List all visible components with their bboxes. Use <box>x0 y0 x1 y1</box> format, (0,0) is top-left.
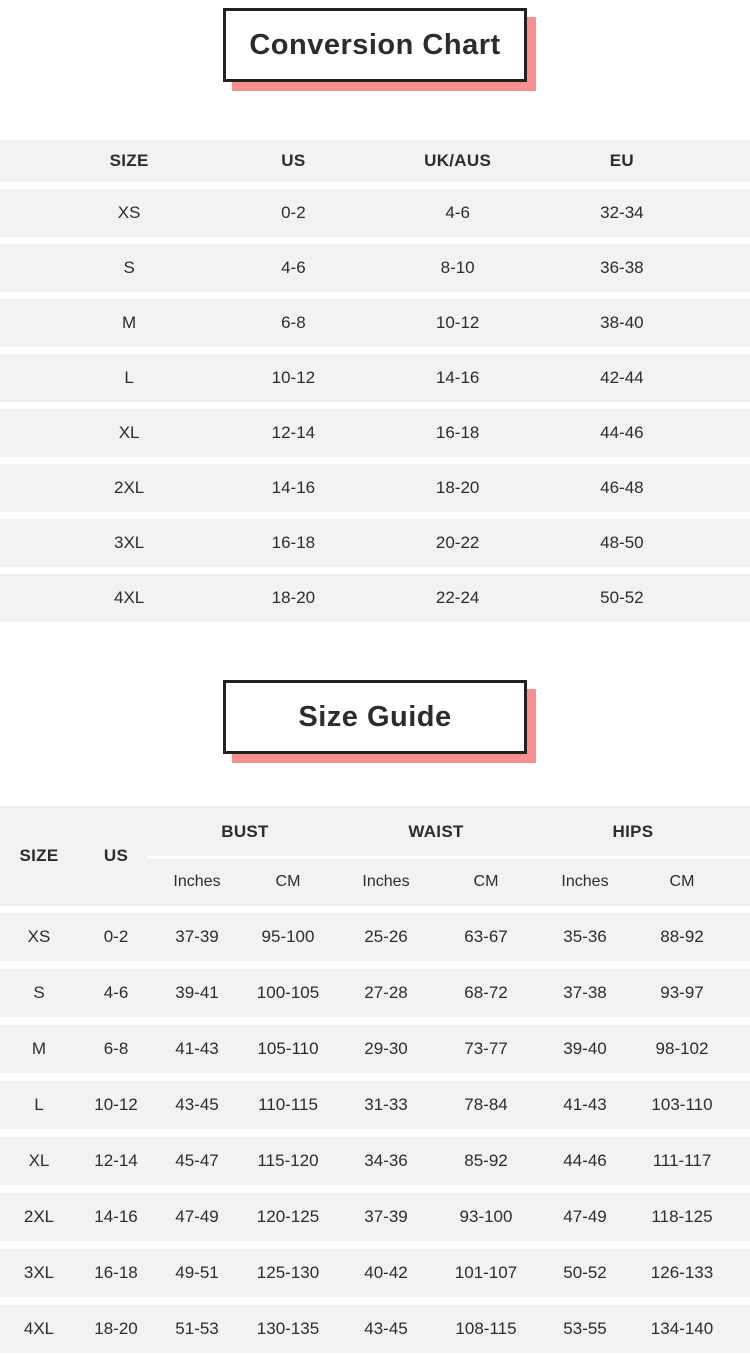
conversion-chart-row <box>0 354 750 402</box>
conversion-cell-ukaus: 20-22 <box>435 533 480 552</box>
size-guide-row <box>0 1193 750 1241</box>
header-cell-size: SIZE <box>109 151 149 170</box>
size-guide-row <box>0 1249 750 1297</box>
conversion-cell-size: 4XL <box>114 588 145 607</box>
header-separator-line <box>148 856 750 859</box>
conversion-cell-us: 12-14 <box>271 423 316 442</box>
conversion-cell-size: L <box>124 368 134 387</box>
conversion-chart-row <box>0 409 750 457</box>
size-guide-cell-bust-inches: 37-39 <box>175 927 219 946</box>
size-guide-header <box>0 806 750 906</box>
size-guide-cell-hips-inches: 39-40 <box>563 1039 607 1058</box>
size-guide-row <box>0 1025 750 1073</box>
header-cell-us: US <box>281 151 306 170</box>
group-header-waist: WAIST <box>408 822 464 841</box>
conversion-cell-us: 18-20 <box>271 588 316 607</box>
size-guide-cell-waist-cm: 78-84 <box>464 1095 508 1114</box>
size-guide-cell-us: 14-16 <box>94 1207 138 1226</box>
size-guide-cell-hips-cm: 98-102 <box>655 1039 709 1058</box>
size-guide-cell-waist-cm: 68-72 <box>464 983 508 1002</box>
size-guide-table <box>0 806 750 1353</box>
size-guide-cell-size: S <box>33 983 45 1002</box>
conversion-chart-body <box>0 189 750 622</box>
size-guide-cell-bust-cm: 105-110 <box>257 1039 319 1058</box>
conversion-chart-title-wrap <box>0 8 750 82</box>
conversion-chart-section <box>0 8 750 622</box>
conversion-cell-size: XS <box>117 203 141 222</box>
size-guide-cell-bust-cm: 130-135 <box>256 1319 320 1338</box>
size-guide-cell-bust-cm: 125-130 <box>256 1263 320 1282</box>
size-guide-cell-bust-inches: 41-43 <box>175 1039 219 1058</box>
size-guide-cell-waist-cm: 93-100 <box>459 1207 513 1226</box>
size-guide-cell-waist-inches: 29-30 <box>364 1039 408 1058</box>
conversion-cell-eu: 32-34 <box>600 203 644 222</box>
subheader-waist-inches: Inches <box>362 873 410 890</box>
size-guide-row <box>0 913 750 961</box>
conversion-cell-us: 14-16 <box>271 478 316 497</box>
size-guide-cell-hips-inches: 37-38 <box>563 983 607 1002</box>
size-guide-title-text: Size Guide <box>298 700 452 733</box>
size-guide-cell-waist-cm: 101-107 <box>454 1263 518 1282</box>
conversion-cell-size: M <box>122 313 137 332</box>
conversion-cell-size: 2XL <box>114 478 145 497</box>
size-guide-cell-hips-cm: 88-92 <box>660 927 704 946</box>
size-guide-cell-waist-inches: 37-39 <box>364 1207 408 1226</box>
size-guide-cell-waist-inches: 43-45 <box>364 1319 408 1338</box>
conversion-cell-ukaus: 18-20 <box>435 478 480 497</box>
conversion-chart-row <box>0 244 750 292</box>
size-guide-cell-hips-inches: 47-49 <box>563 1207 607 1226</box>
subheader-waist-cm: CM <box>473 873 499 890</box>
size-guide-cell-hips-cm: 126-133 <box>650 1263 714 1282</box>
size-guide-cell-us: 16-18 <box>94 1263 138 1282</box>
size-guide-cell-hips-inches: 50-52 <box>563 1263 607 1282</box>
size-guide-cell-bust-cm: 120-125 <box>256 1207 320 1226</box>
size-guide-cell-waist-cm: 63-67 <box>464 927 508 946</box>
size-guide-cell-hips-cm: 103-110 <box>651 1095 713 1114</box>
size-guide-cell-us: 18-20 <box>94 1319 138 1338</box>
conversion-cell-eu: 44-46 <box>600 423 644 442</box>
size-guide-cell-hips-inches: 44-46 <box>563 1151 607 1170</box>
conversion-cell-ukaus: 22-24 <box>435 588 480 607</box>
conversion-cell-ukaus: 16-18 <box>435 423 480 442</box>
size-guide-cell-us: 4-6 <box>103 983 129 1002</box>
header-cell-us: US <box>103 846 129 865</box>
size-guide-cell-hips-cm: 111-117 <box>652 1151 712 1170</box>
size-guide-cell-size: 3XL <box>23 1263 55 1282</box>
conversion-cell-us: 16-18 <box>271 533 316 552</box>
header-cell-size: SIZE <box>19 846 59 865</box>
size-guide-cell-hips-inches: 53-55 <box>563 1319 607 1338</box>
size-guide-cell-bust-inches: 45-47 <box>175 1151 219 1170</box>
header-cell-eu: EU <box>609 151 634 170</box>
conversion-cell-us: 10-12 <box>271 368 316 387</box>
conversion-cell-size: S <box>123 258 135 277</box>
size-guide-cell-us: 0-2 <box>103 927 129 946</box>
conversion-cell-eu: 36-38 <box>600 258 644 277</box>
conversion-cell-size: 3XL <box>114 533 145 552</box>
conversion-cell-eu: 46-48 <box>600 478 644 497</box>
size-guide-cell-bust-cm: 110-115 <box>258 1095 318 1114</box>
size-guide-cell-hips-inches: 35-36 <box>563 927 607 946</box>
size-guide-cell-bust-inches: 51-53 <box>175 1319 219 1338</box>
size-guide-cell-waist-inches: 40-42 <box>364 1263 408 1282</box>
size-guide-cell-waist-cm: 73-77 <box>464 1039 508 1058</box>
size-guide-cell-bust-inches: 47-49 <box>175 1207 219 1226</box>
size-guide-row <box>0 1137 750 1185</box>
conversion-cell-ukaus: 8-10 <box>440 258 475 277</box>
conversion-cell-ukaus: 10-12 <box>435 313 480 332</box>
subheader-bust-inches: Inches <box>173 873 221 890</box>
size-guide-cell-bust-inches: 43-45 <box>175 1095 219 1114</box>
conversion-cell-size: XL <box>118 423 140 442</box>
size-guide-cell-waist-cm: 108-115 <box>455 1319 517 1338</box>
size-guide-title-box <box>223 680 527 754</box>
conversion-chart-header-row <box>0 140 750 182</box>
conversion-cell-us: 6-8 <box>281 313 306 332</box>
conversion-cell-ukaus: 4-6 <box>445 203 470 222</box>
size-guide-cell-bust-cm: 115-120 <box>257 1151 319 1170</box>
conversion-chart-title-text: Conversion Chart <box>249 28 501 61</box>
size-guide-row <box>0 1081 750 1129</box>
group-header-bust: BUST <box>221 822 269 841</box>
subheader-hips-cm: CM <box>669 873 695 890</box>
size-guide-cell-hips-cm: 93-97 <box>660 983 704 1002</box>
conversion-cell-ukaus: 14-16 <box>435 368 480 387</box>
size-guide-cell-waist-inches: 25-26 <box>364 927 408 946</box>
size-guide-title-wrap <box>0 680 750 754</box>
header-cell-ukaus: UK/AUS <box>424 151 492 170</box>
conversion-cell-eu: 42-44 <box>600 368 644 387</box>
size-guide-cell-us: 6-8 <box>103 1039 129 1058</box>
size-guide-cell-bust-inches: 39-41 <box>175 983 219 1002</box>
conversion-cell-eu: 48-50 <box>600 533 644 552</box>
conversion-cell-eu: 50-52 <box>600 588 644 607</box>
conversion-chart-row <box>0 299 750 347</box>
size-guide-cell-bust-cm: 95-100 <box>261 927 315 946</box>
size-guide-row <box>0 969 750 1017</box>
size-guide-cell-us: 12-14 <box>94 1151 138 1170</box>
conversion-cell-us: 4-6 <box>281 258 306 277</box>
size-guide-cell-hips-cm: 134-140 <box>650 1319 714 1338</box>
conversion-chart-title-box <box>223 8 527 82</box>
size-guide-cell-us: 10-12 <box>94 1095 138 1114</box>
size-guide-cell-size: L <box>34 1095 44 1114</box>
size-guide-cell-size: XL <box>28 1151 50 1170</box>
size-guide-cell-size: XS <box>27 927 51 946</box>
size-guide-section <box>0 680 750 1353</box>
size-guide-cell-size: 4XL <box>23 1319 55 1338</box>
subheader-hips-inches: Inches <box>561 873 609 890</box>
size-guide-cell-waist-cm: 85-92 <box>464 1151 508 1170</box>
size-guide-cell-size: 2XL <box>23 1207 55 1226</box>
group-header-hips: HIPS <box>612 822 654 841</box>
conversion-chart-table <box>0 140 750 622</box>
conversion-chart-row <box>0 574 750 622</box>
size-guide-row <box>0 1305 750 1353</box>
size-guide-cell-waist-inches: 34-36 <box>364 1151 408 1170</box>
size-guide-cell-bust-cm: 100-105 <box>256 983 320 1002</box>
size-guide-cell-size: M <box>31 1039 47 1058</box>
size-guide-cell-bust-inches: 49-51 <box>175 1263 219 1282</box>
conversion-cell-eu: 38-40 <box>600 313 644 332</box>
subheader-bust-cm: CM <box>275 873 301 890</box>
size-guide-cell-waist-inches: 31-33 <box>364 1095 408 1114</box>
size-guide-cell-waist-inches: 27-28 <box>364 983 408 1002</box>
conversion-cell-us: 0-2 <box>281 203 306 222</box>
conversion-chart-row <box>0 519 750 567</box>
conversion-chart-row <box>0 464 750 512</box>
conversion-chart-row <box>0 189 750 237</box>
size-guide-cell-hips-inches: 41-43 <box>563 1095 607 1114</box>
size-guide-body <box>0 913 750 1353</box>
size-guide-cell-hips-cm: 118-125 <box>651 1207 713 1226</box>
